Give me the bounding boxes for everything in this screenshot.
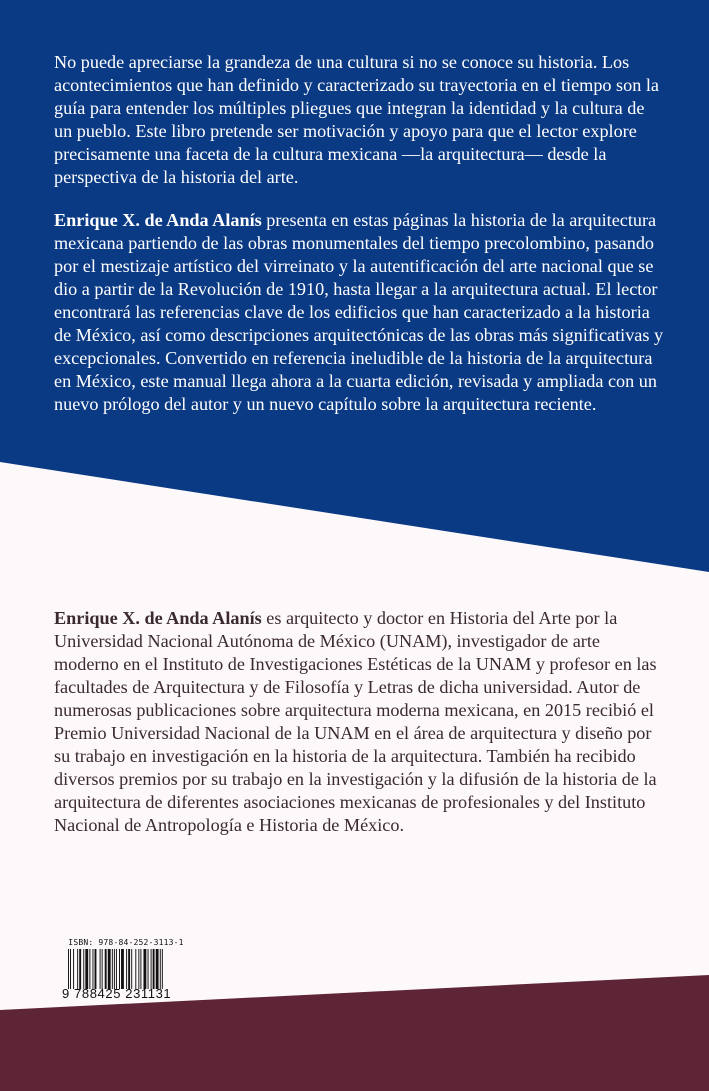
barcode-bar	[135, 949, 136, 989]
barcode-bar	[153, 949, 155, 989]
barcode-bar	[151, 949, 152, 989]
barcode-bar	[73, 949, 74, 989]
barcode-bar	[70, 949, 71, 989]
barcode-bar	[83, 949, 84, 989]
intro-paragraph-1: No puede apreciarse la grandeza de una cultura si no se conoce su historia. Los acontecimientos que han definido y caracterizado su trayectoria en el tiempo son la guía para entender los múltiples pliegues que integran la identidad y la cultura de un pueblo. Este libro pretende ser motivación y apoyo para que el lector explore precisamente una faceta de la cultura mexicana —la arquitectura— desde la perspectiva de la historia del arte.	[54, 52, 659, 187]
barcode-bar	[89, 949, 90, 989]
barcode-bar	[140, 949, 141, 989]
intro-author-name: Enrique X. de Anda Alanís	[54, 210, 262, 230]
intro-paragraph-2	[54, 209, 666, 416]
barcode-bar	[160, 949, 161, 989]
barcode-bar	[126, 949, 127, 989]
barcode-bar	[95, 949, 97, 989]
intro-paragraph-2-text: presenta en estas páginas la historia de la arquitectura mexicana partiendo de las obras monumentales del tiempo precolombino, pasando por el mestizaje artístico del virreinato y la autentificación del arte nacional que se dio a partir de la Revolución de 1910, hasta llegar a la arquitectura actual. El lector encontrará las referencias clave de los edificios que han caracterizado a la historia de México, así como descripciones arquitectónicas de las obras más significativas y excepcionales. Convertido en referencia ineludible de la historia de la arquitectura en México, este manual llega ahora a la cuarta edición, revisada y ampliada con un nuevo prólogo del autor y un nuevo capítulo sobre la arquitectura reciente.	[54, 210, 664, 414]
barcode-bar	[102, 949, 103, 989]
barcode-bar	[112, 949, 113, 989]
barcode-bar	[121, 949, 124, 989]
barcode-bar	[128, 949, 130, 989]
barcode-bar	[156, 949, 159, 989]
barcode-bar	[148, 949, 149, 989]
barcode-bars	[68, 949, 188, 989]
barcode-bar	[79, 949, 81, 989]
isbn-barcode	[62, 938, 190, 1000]
bio-paragraph	[54, 607, 666, 837]
intro-text	[54, 51, 666, 416]
barcode-bar	[119, 949, 120, 989]
author-bio	[54, 607, 666, 837]
barcode-bar	[162, 949, 163, 989]
barcode-bar	[138, 949, 139, 989]
bio-author-name: Enrique X. de Anda Alanís	[54, 608, 262, 628]
barcode-bar	[143, 949, 146, 989]
barcode-bar	[77, 949, 78, 989]
barcode-bar	[85, 949, 88, 989]
barcode-bar	[108, 949, 111, 989]
barcode-bar	[92, 949, 93, 989]
barcode-bar	[131, 949, 132, 989]
barcode-bar	[114, 949, 115, 989]
bio-text: es arquitecto y doctor en Historia del Arte por la Universidad Nacional Autónoma de México (UNAM), investigador de arte moderno en el Instituto de Investigaciones Estéticas de la UNAM y profesor en las facultades de Arquitectura y de Filosofía y Letras de dicha universidad. Autor de numerosas publicaciones sobre arquitectura moderna mexicana, en 2015 recibió el Premio Universidad Nacional de la UNAM en el área de arquitectura y diseño por su trabajo en investigación en la historia de la arquitectura. También ha recibido diversos premios por su trabajo en la investigación y la difusión de la historia de la arquitectura de diferentes asociaciones mexicanas de profesionales y del Instituto Nacional de Antropología e Historia de México.	[54, 608, 657, 835]
barcode-bar	[68, 949, 69, 989]
barcode-bar	[105, 949, 107, 989]
barcode-bar	[100, 949, 101, 989]
barcode-digits: 9 788425 231131	[62, 986, 172, 1001]
barcode-bar	[116, 949, 117, 989]
isbn-label: ISBN: 978-84-252-3113-1	[68, 938, 184, 947]
